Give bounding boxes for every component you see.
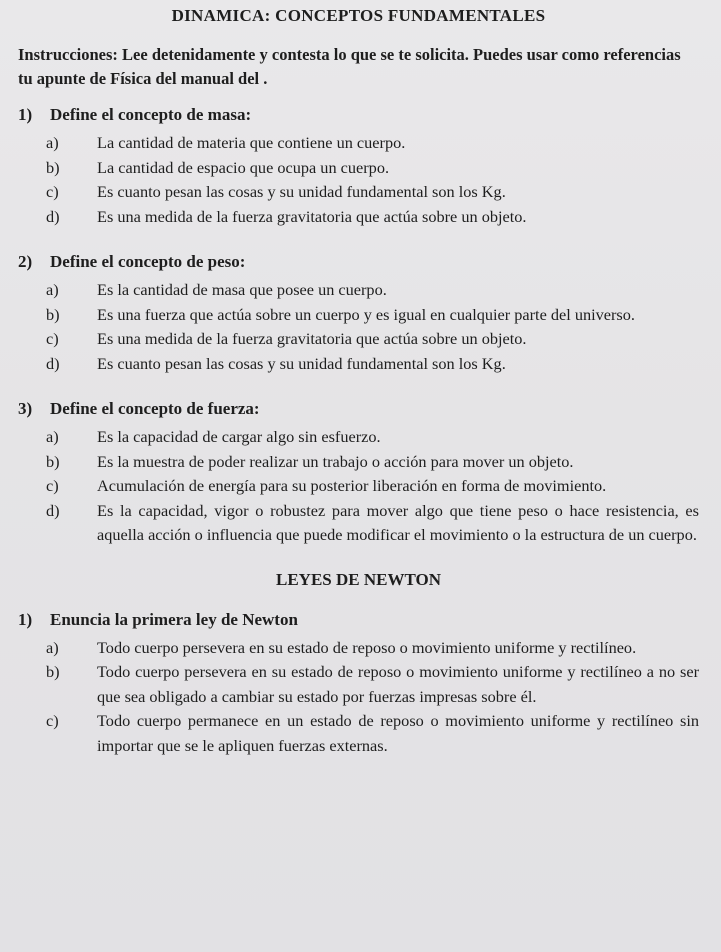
answer-option[interactable] (46, 156, 699, 181)
question-heading (18, 251, 699, 273)
option-text: Todo cuerpo persevera en su estado de reposo o movimiento uniforme y rectilíneo a no ser que sea obligado a cambiar su estado por fuerzas impresas sobre él. (97, 662, 699, 706)
answer-option[interactable] (46, 352, 699, 377)
option-text: Es cuanto pesan las cosas y su unidad fundamental son los Kg. (97, 182, 506, 201)
question-text: Enuncia la primera ley de Newton (50, 609, 298, 629)
option-text: La cantidad de materia que contiene un cuerpo. (97, 133, 406, 152)
answer-option[interactable] (46, 180, 699, 205)
option-letter: a) (46, 427, 59, 446)
page-title: DINAMICA: CONCEPTOS FUNDAMENTALES (171, 6, 546, 25)
option-text: Es la capacidad de cargar algo sin esfuerzo. (97, 427, 381, 446)
question-text: Define el concepto de peso: (50, 252, 246, 271)
answer-options (46, 636, 699, 759)
option-text: Es cuanto pesan las cosas y su unidad fundamental son los Kg. (97, 353, 506, 373)
option-text: Acumulación de energía para su posterior liberación en forma de movimiento. (97, 476, 607, 495)
option-letter: a) (46, 637, 59, 657)
question-block (18, 398, 699, 548)
option-text: Es la cantidad de masa que posee un cuerpo. (97, 280, 387, 299)
answer-option[interactable] (46, 278, 699, 303)
concepts-section (18, 104, 699, 548)
option-letter: c) (46, 329, 59, 348)
answer-option[interactable] (46, 709, 699, 758)
option-letter: a) (46, 133, 59, 152)
option-text: La cantidad de espacio que ocupa un cuerpo. (97, 157, 390, 177)
option-letter: d) (46, 353, 60, 373)
option-letter: b) (46, 662, 60, 681)
question-heading (18, 104, 699, 126)
question-text: Define el concepto de fuerza: (50, 399, 260, 418)
question-block (18, 251, 699, 376)
question-heading (18, 398, 699, 420)
option-text: Es una medida de la fuerza gravitatoria que actúa sobre un objeto. (97, 329, 527, 348)
option-letter: b) (46, 304, 60, 324)
answer-option[interactable] (46, 131, 699, 156)
instructions-text: Instrucciones: Lee detenidamente y contesta lo que se te solicita. Puedes usar como referencias tu apunte de Física del manual del . (18, 45, 681, 88)
answer-option[interactable] (46, 660, 699, 709)
answer-option[interactable] (46, 474, 699, 499)
answer-option[interactable] (46, 425, 699, 450)
answer-options (46, 278, 699, 376)
answer-option[interactable] (46, 205, 699, 230)
option-letter: a) (46, 280, 59, 299)
option-text: Todo cuerpo persevera en su estado de reposo o movimiento uniforme y rectilíneo. (97, 637, 637, 657)
question-number: 1) (18, 609, 33, 629)
option-letter: c) (46, 711, 59, 730)
answer-options (46, 131, 699, 229)
option-text: Es la capacidad, vigor o robustez para mover algo que tiene peso o hace resistencia, es aquella acción o influencia que puede modificar el movimiento o la estructura de un cuerpo. (97, 500, 699, 544)
question-text: Define el concepto de masa: (50, 105, 252, 124)
option-letter: c) (46, 182, 59, 201)
question-block (18, 609, 699, 759)
answer-option[interactable] (46, 303, 699, 328)
option-letter: b) (46, 157, 60, 177)
question-number: 1) (18, 105, 33, 124)
question-block (18, 104, 699, 229)
answer-option[interactable] (46, 636, 699, 661)
option-text: Es una medida de la fuerza gravitatoria que actúa sobre un objeto. (97, 206, 527, 226)
answer-option[interactable] (46, 450, 699, 475)
question-number: 3) (18, 399, 33, 418)
newton-laws-section (18, 609, 699, 759)
option-letter: c) (46, 476, 59, 495)
answer-options (46, 425, 699, 548)
option-letter: b) (46, 451, 60, 471)
question-heading (18, 609, 699, 631)
question-number: 2) (18, 252, 33, 271)
option-letter: d) (46, 206, 60, 226)
option-text: Es la muestra de poder realizar un trabajo o acción para mover un objeto. (97, 451, 574, 471)
option-letter: d) (46, 500, 60, 520)
newton-laws-heading: LEYES DE NEWTON (275, 569, 441, 589)
answer-option[interactable] (46, 499, 699, 548)
option-text: Es una fuerza que actúa sobre un cuerpo y es igual en cualquier parte del universo. (97, 304, 635, 324)
answer-option[interactable] (46, 327, 699, 352)
option-text: Todo cuerpo permanece en un estado de reposo o movimiento uniforme y rectilíneo sin importar que se le apliquen fuerzas externas. (97, 711, 699, 755)
